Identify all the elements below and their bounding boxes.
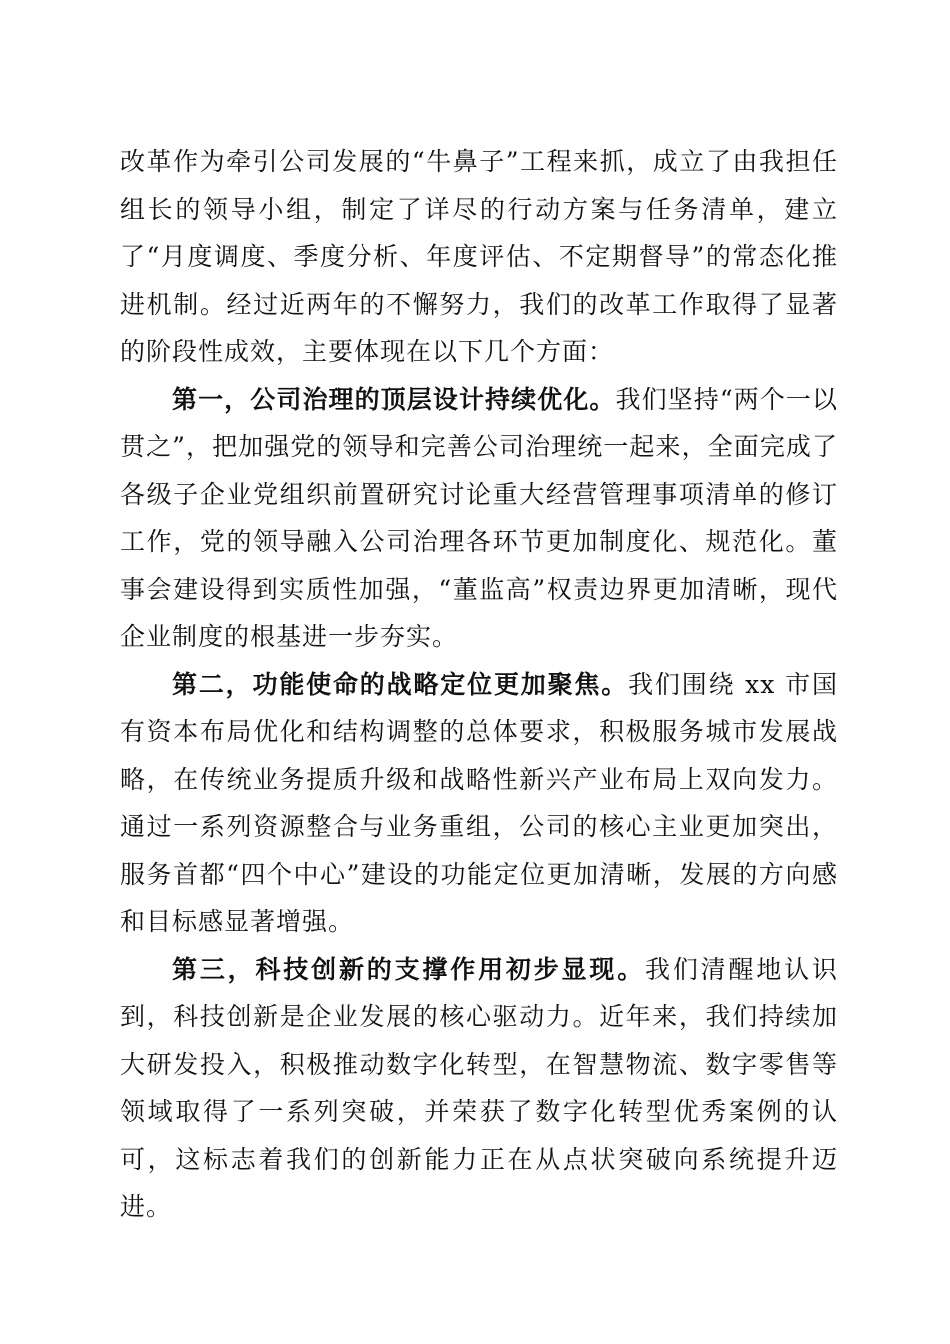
paragraph-intro <box>120 138 838 376</box>
paragraph-second-text: 我们围绕 xx 市国有资本布局优化和结构调整的总体要求，积极服务城市发展战略，在传统业务提质升级和战略性新兴产业布局上双向发力。通过一系列资源整合与业务重组，公司的核心主业更加突出，服务首都“四个中心”建设的功能定位更加清晰，发展的方向感和目标感显著增强。 <box>120 669 838 936</box>
paragraph-third-heading: 第三，科技创新的支撑作用初步显现。 <box>172 954 646 984</box>
paragraph-first <box>120 376 838 661</box>
document-body <box>120 138 838 1231</box>
paragraph-first-text: 我们坚持“两个一以贯之”，把加强党的领导和完善公司治理统一起来，全面完成了各级子企业党组织前置研究讨论重大经营管理事项清单的修订工作，党的领导融入公司治理各环节更加制度化、规范化。董事会建设得到实质性加强，“董监高”权责边界更加清晰，现代企业制度的根基进一步夯实。 <box>120 384 838 651</box>
paragraph-third-text: 我们清醒地认识到，科技创新是企业发展的核心驱动力。近年来，我们持续加大研发投入，积极推动数字化转型，在智慧物流、数字零售等领域取得了一系列突破，并荣获了数字化转型优秀案例的认可，这标志着我们的创新能力正在从点状突破向系统提升迈进。 <box>120 954 838 1221</box>
paragraph-first-heading: 第一，公司治理的顶层设计持续优化。 <box>172 384 616 414</box>
paragraph-second-heading: 第二，功能使命的战略定位更加聚焦。 <box>172 669 629 699</box>
paragraph-third <box>120 946 838 1231</box>
paragraph-intro-text: 改革作为牵引公司发展的“牛鼻子”工程来抓，成立了由我担任组长的领导小组，制定了详尽的行动方案与任务清单，建立了“月度调度、季度分析、年度评估、不定期督导”的常态化推进机制。经过近两年的不懈努力，我们的改革工作取得了显著的阶段性成效，主要体现在以下几个方面： <box>120 147 838 366</box>
paragraph-second <box>120 661 838 946</box>
